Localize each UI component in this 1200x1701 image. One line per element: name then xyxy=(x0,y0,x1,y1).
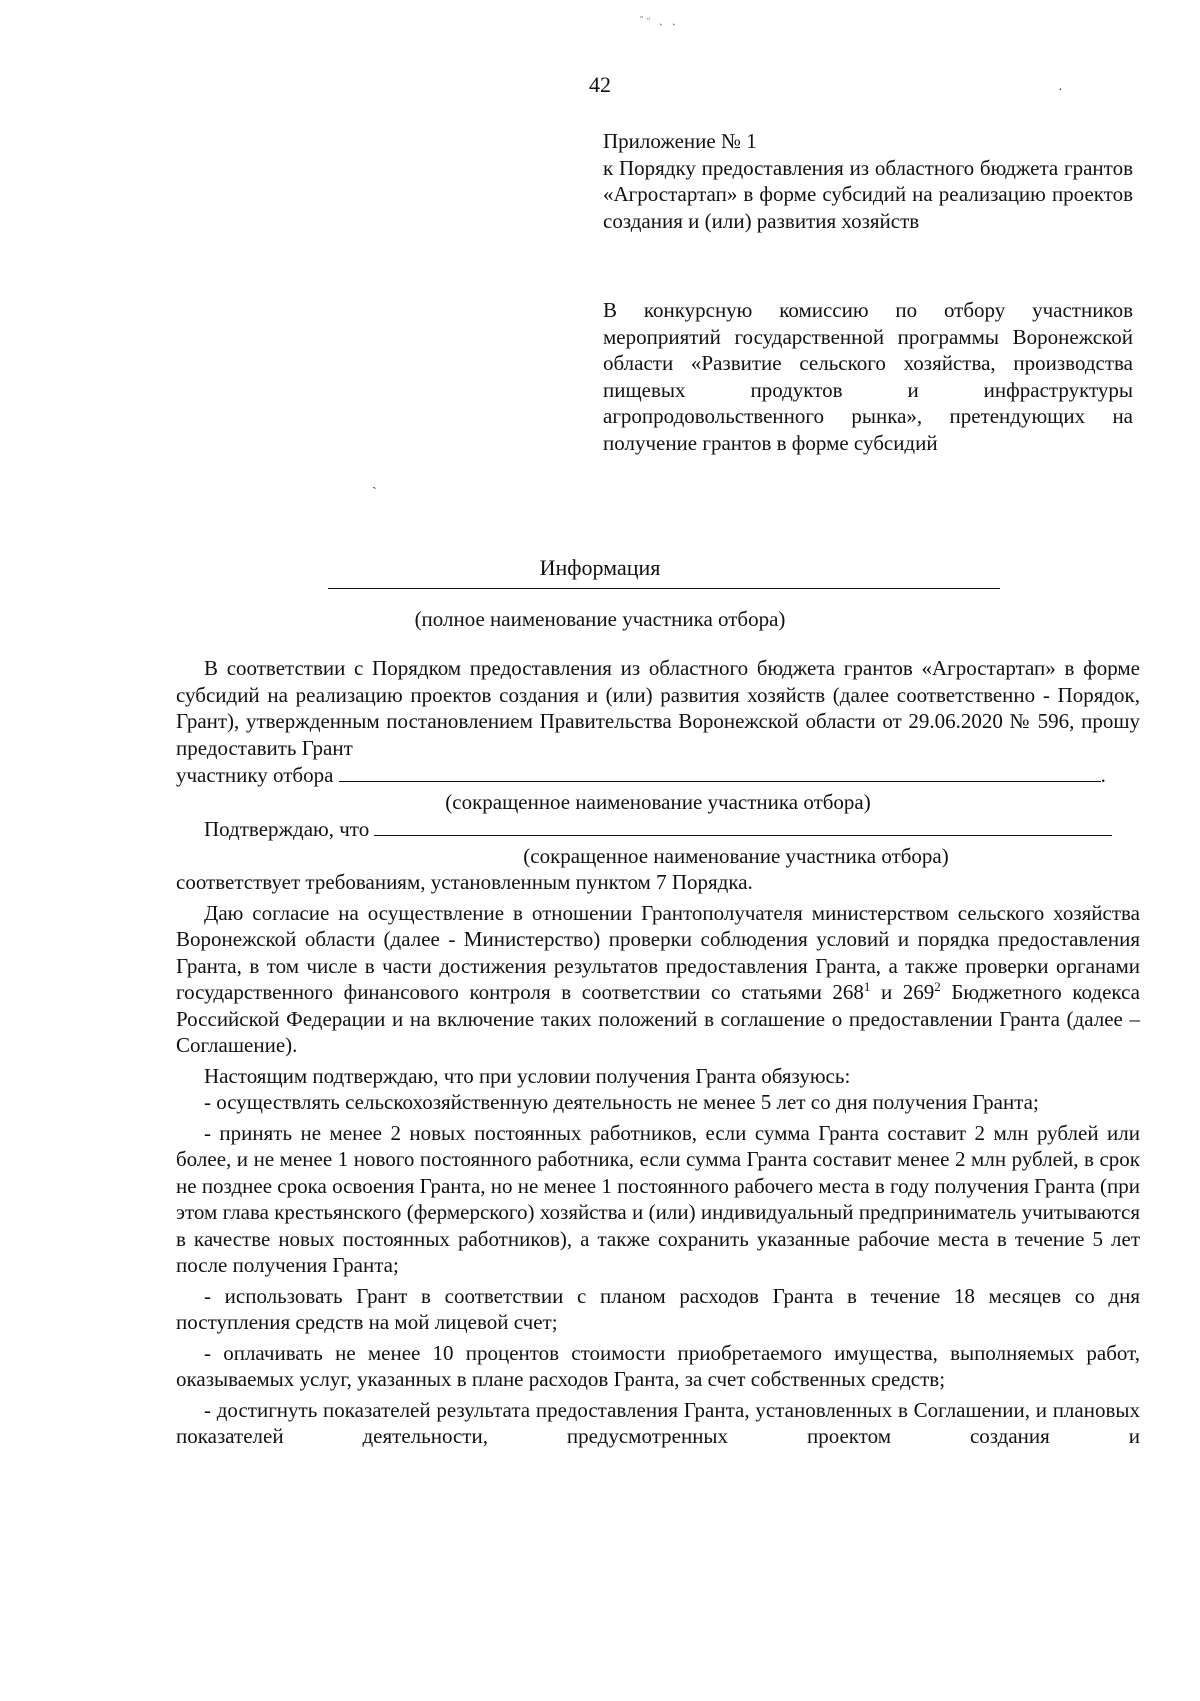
appendix-text: к Порядку предоставления из областного бюджета грантов «Агростартап» в форме субсидий на реализацию проектов создания и (или) развития хозяйств xyxy=(603,155,1133,233)
confirm-label: Подтверждаю, что xyxy=(204,817,370,841)
participant-short-name-field[interactable] xyxy=(339,761,1101,782)
paragraph-consent xyxy=(176,900,1140,1059)
participant-label: участнику отбора xyxy=(176,763,334,787)
body-main xyxy=(176,655,1140,1450)
scan-dot: · xyxy=(1058,83,1063,98)
consent-text-1: Даю согласие на осуществление в отношении Грантополучателя министерством сельского хозяйства Воронежской области (далее - Министерство) проверки соблюдения условий и порядка предоставления Гранта, в том числе в части достижения результатов предоставления Гранта, а также проверки органами государственного финансового контроля в соответствии со статьями 268 xyxy=(176,900,1140,1004)
appendix-block xyxy=(603,128,1133,234)
full-name-fill-line[interactable] xyxy=(328,588,1000,589)
full-name-caption: (полное наименование участника отбора) xyxy=(414,607,786,631)
short-name-caption-2: (сокращенное наименование участника отбора) xyxy=(523,843,949,868)
document-title: Информация xyxy=(539,555,661,580)
obligation-item: - использовать Грант в соответствии с планом расходов Гранта в течение 18 месяцев со дня поступления средств на мой лицевой счет; xyxy=(176,1283,1140,1334)
consent-text-3: Бюджетного кодекса Российской Федерации и на включение таких положений в соглашение о предоставлении Гранта (далее – Соглашение). xyxy=(176,980,1140,1057)
confirm-line xyxy=(176,815,1140,843)
page-number: 42 xyxy=(589,72,611,97)
obligation-item: - принять не менее 2 новых постоянных работников, если сумма Гранта составит 2 млн рублей или более, и не менее 1 нового постоянного работника, если сумма Гранта составит менее 2 млн рублей, в срок не позднее срока освоения Гранта, но не менее 1 постоянного рабочего места в году получения Гранта (при этом глава крестьянского (фермерского) хозяйства и (или) индивидуальный предприниматель учитываются в качестве новых постоянных работников), а также сохранить указанные рабочие места в течение 5 лет после получения Гранта; xyxy=(176,1120,1140,1277)
participant-end: . xyxy=(1100,763,1106,787)
compliance-text: соответствует требованиям, установленным пунктом 7 Порядка. xyxy=(176,870,753,894)
addressee-block xyxy=(603,297,1133,456)
stray-mark: ˏ xyxy=(372,475,377,490)
obligation-intro: Настоящим подтверждаю, что при условии получения Гранта обязуюсь: xyxy=(204,1063,851,1088)
obligation-item: - достигнуть показателей результата предоставления Гранта, установленных в Соглашении, и плановых показателей деятельности, предусмотренных проектом создания и xyxy=(176,1397,1140,1448)
obligation-item: - осуществлять сельскохозяйственную деятельность не менее 5 лет со дня получения Гранта; xyxy=(204,1090,1039,1114)
footnote-1: 1 xyxy=(863,979,871,994)
footnote-2: 2 xyxy=(934,979,941,994)
appendix-title: Приложение № 1 xyxy=(603,129,757,153)
addressee-text: В конкурсную комиссию по отбору участников мероприятий государственной программы Воронежской области «Развитие сельского хозяйства, производства пищевых продуктов и инфраструктуры агропродовольственного рынка», претендующих на получение грантов в форме субсидий xyxy=(603,298,1133,455)
paragraph-request: В соответствии с Порядком предоставления из областного бюджета грантов «Агростартап» в форме субсидий на реализацию проектов создания и (или) развития хозяйств (далее соответственно - Порядок, Грант), утвержденным постановлением Правительства Воронежской области от 29.06.2020 № 596, прошу предоставить Грант xyxy=(176,656,1140,760)
short-name-caption-1: (сокращенное наименование участника отбора) xyxy=(445,789,871,814)
consent-text-2: и 269 xyxy=(870,980,935,1004)
participant-line xyxy=(176,761,1140,789)
confirm-short-name-field[interactable] xyxy=(374,815,1112,836)
obligation-item: - оплачивать не менее 10 процентов стоимости приобретаемого имущества, выполняемых работ, оказываемых услуг, указанных в плане расходов Гранта, за счет собственных средств; xyxy=(176,1340,1140,1391)
scan-artifact: ᵔᵕ ˎ ˏ xyxy=(640,12,679,26)
